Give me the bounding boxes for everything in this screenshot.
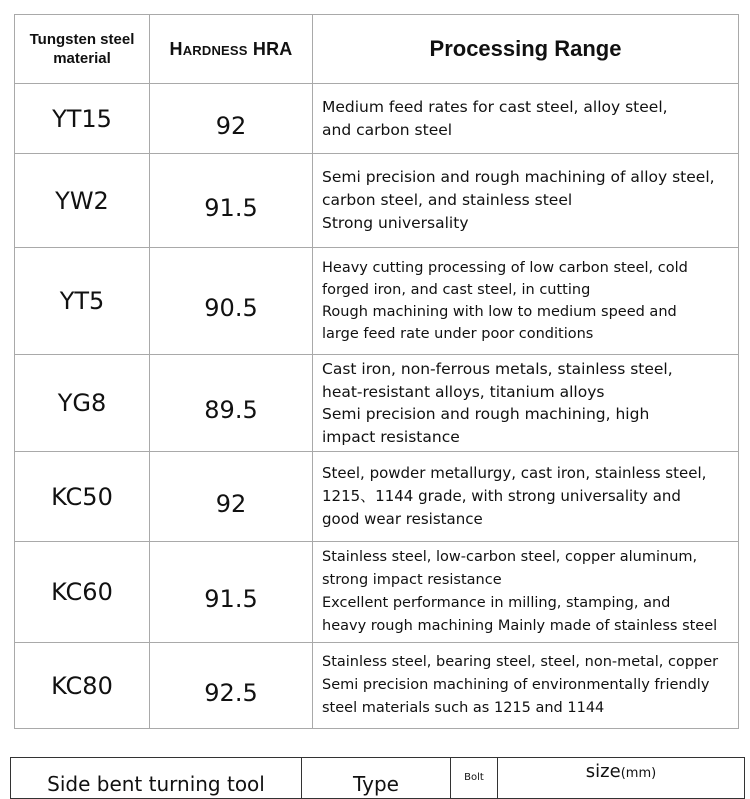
hardness-cell — [150, 643, 313, 729]
range-line: Stainless steel, low-carbon steel, copper aluminum, — [322, 549, 698, 565]
type-header — [302, 758, 451, 799]
header-hardness — [150, 15, 313, 84]
hardness-value: 91.5 — [204, 585, 258, 613]
hardness-value: 92.5 — [204, 678, 258, 707]
range-line: Semi precision machining of environmentally friendly — [322, 677, 710, 693]
range-line: strong impact resistance — [322, 572, 502, 588]
table-row — [15, 643, 739, 729]
range-line: Stainless steel, bearing steel, steel, non-metal, copper — [322, 654, 719, 670]
material-cell: KC80 — [15, 643, 150, 729]
hardness-cell — [150, 542, 313, 643]
range-line: heat-resistant alloys, titanium alloys — [322, 382, 605, 401]
material-cell: YG8 — [15, 355, 150, 452]
range-line: Rough machining with low to medium speed and — [322, 304, 677, 320]
header-material-line1: Tungsten steel — [29, 31, 135, 48]
header-processing-range: Processing Range — [313, 15, 739, 84]
hardness-value: 92 — [215, 111, 247, 140]
header-material — [15, 15, 150, 84]
range-line: Steel, powder metallurgy, cast iron, stainless steel, — [322, 464, 707, 482]
table-row — [15, 355, 739, 452]
header-hardness-initial: H — [169, 38, 183, 59]
hardness-value: 89.5 — [204, 396, 258, 424]
range-line: and carbon steel — [322, 120, 453, 139]
range-line: 1215、1144 grade, with strong universality and — [322, 487, 681, 505]
range-line: impact resistance — [322, 427, 460, 446]
bolt-label: Bolt — [464, 772, 484, 783]
range-line: large feed rate under poor conditions — [322, 326, 594, 342]
size-unit: (mm) — [620, 766, 657, 781]
table-row — [15, 154, 739, 248]
material-cell: KC60 — [15, 542, 150, 643]
table-row — [15, 248, 739, 355]
processing-range-cell — [313, 643, 739, 729]
hardness-cell — [150, 355, 313, 452]
type-label: Type — [353, 772, 399, 796]
range-line: forged iron, and cast steel, in cutting — [322, 282, 591, 298]
range-line: Excellent performance in milling, stamping, and — [322, 595, 671, 611]
processing-range-cell — [313, 84, 739, 154]
tool-name-label: Side bent turning tool — [47, 772, 265, 796]
material-cell: YT15 — [15, 84, 150, 154]
range-line: carbon steel, and stainless steel — [322, 191, 573, 209]
tool-name-header — [11, 758, 302, 799]
hardness-cell — [150, 84, 313, 154]
hardness-cell — [150, 154, 313, 248]
range-line: steel materials such as 1215 and 1144 — [322, 700, 605, 716]
material-cell: KC50 — [15, 452, 150, 542]
range-line: heavy rough machining Mainly made of stainless steel — [322, 618, 718, 634]
processing-range-cell — [313, 542, 739, 643]
table-header-row — [15, 15, 739, 84]
range-line: Strong universality — [322, 214, 469, 232]
table-row — [15, 84, 739, 154]
table-row — [15, 542, 739, 643]
hardness-value: 92 — [215, 489, 247, 518]
size-label: size — [585, 761, 621, 782]
processing-range-cell — [313, 452, 739, 542]
tool-spec-table — [10, 757, 745, 799]
range-line: Heavy cutting processing of low carbon steel, cold — [322, 260, 688, 276]
hardness-cell — [150, 452, 313, 542]
bolt-header — [451, 758, 498, 799]
range-line: Semi precision and rough machining, high — [322, 405, 650, 423]
header-hardness-unit: HRA — [252, 38, 293, 59]
processing-range-cell — [313, 248, 739, 355]
processing-range-cell — [313, 154, 739, 248]
header-hardness-word: ardness — [182, 38, 248, 59]
tungsten-steel-table — [14, 14, 739, 729]
range-line: Semi precision and rough machining of alloy steel, — [322, 168, 715, 186]
range-line: Cast iron, non-ferrous metals, stainless steel, — [322, 360, 673, 378]
tool-spec-header-row — [11, 758, 745, 799]
material-cell: YW2 — [15, 154, 150, 248]
hardness-value: 91.5 — [204, 193, 258, 222]
hardness-cell — [150, 248, 313, 355]
processing-range-cell — [313, 355, 739, 452]
header-material-line2: material — [53, 50, 111, 67]
material-cell: YT5 — [15, 248, 150, 355]
size-header — [498, 758, 745, 799]
hardness-value: 90.5 — [204, 294, 258, 322]
range-line: good wear resistance — [322, 510, 483, 528]
range-line: Medium feed rates for cast steel, alloy steel, — [322, 97, 668, 116]
table-row — [15, 452, 739, 542]
